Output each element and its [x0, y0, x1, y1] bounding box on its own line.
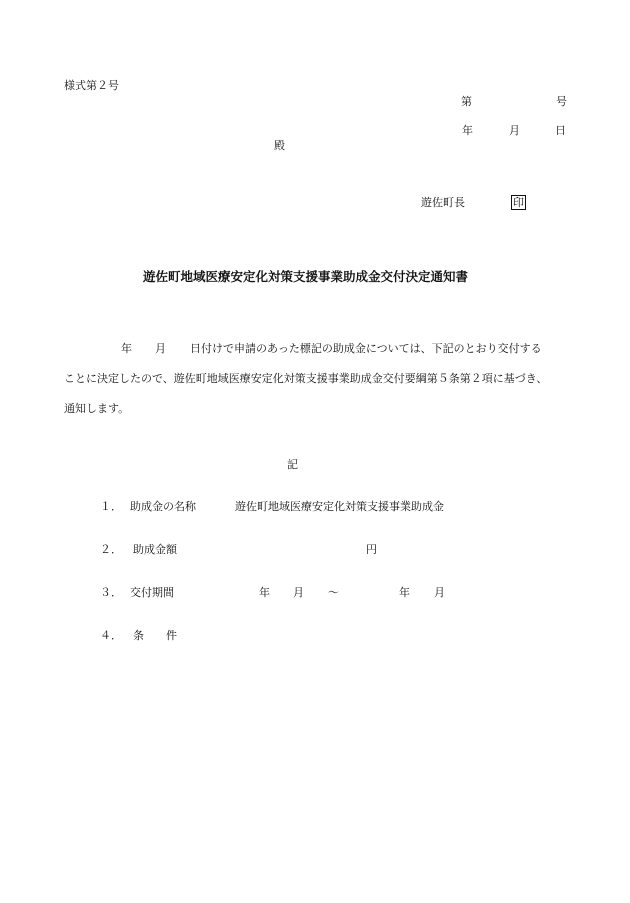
item-3-number: ３． — [100, 586, 122, 599]
item-2-unit: 円 — [366, 543, 377, 556]
item-4-number: ４． — [100, 629, 122, 642]
date-year: 年 — [462, 124, 473, 137]
body-line3: 通知します。 — [64, 402, 130, 415]
form-number: 様式第２号 — [64, 79, 119, 92]
item-3-label: 交付期間 — [130, 586, 174, 599]
item-3-tilde: ～ — [328, 586, 339, 599]
issuer-title: 遊佐町長 — [421, 196, 465, 209]
item-3-to-month: 月 — [434, 586, 445, 599]
doc-number-suffix: 号 — [556, 95, 567, 108]
item-2-label: 助成金額 — [133, 543, 177, 556]
date-day: 日 — [555, 124, 566, 137]
item-2-number: ２． — [100, 543, 122, 556]
item-3-from-year: 年 — [259, 586, 270, 599]
item-3-from-month: 月 — [293, 586, 304, 599]
ki-heading: 記 — [287, 458, 298, 471]
item-1-number: １． — [100, 500, 122, 513]
body-line2: ことに決定したので、遊佐町地域医療安定化対策支援事業助成金交付要綱第５条第２項に基づき、 — [64, 372, 548, 385]
seal-mark: 印 — [513, 196, 524, 209]
body-line1-text: 日付けで申請のあった標記の助成金については、下記のとおり交付する — [190, 342, 542, 355]
item-4-label: 条 件 — [133, 629, 177, 642]
item-1-label: 助成金の名称 — [130, 500, 196, 513]
body-year: 年 — [121, 342, 132, 355]
item-1-value: 遊佐町地域医療安定化対策支援事業助成金 — [235, 500, 444, 513]
document-title: 遊佐町地域医療安定化対策支援事業助成金交付決定通知書 — [143, 269, 469, 284]
body-month: 月 — [155, 342, 166, 355]
date-month: 月 — [509, 124, 520, 137]
item-3-to-year: 年 — [399, 586, 410, 599]
doc-number-prefix: 第 — [461, 95, 472, 108]
addressee-suffix: 殿 — [274, 139, 285, 152]
